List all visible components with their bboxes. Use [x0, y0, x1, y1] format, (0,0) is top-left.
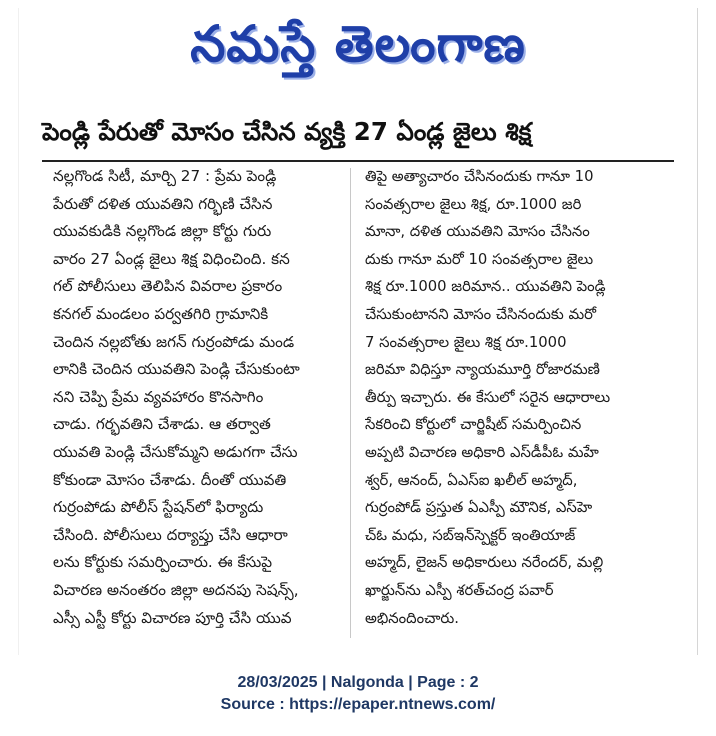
- article-text-line: నల్లగొండ సిటీ, మార్చి 27 : ప్రేమ పెండ్లి: [53, 167, 277, 185]
- article-text-line: విచారణ అనంతరం జిల్లా అదనపు సెషన్స్,: [53, 580, 299, 599]
- article-text-line: సంవత్సరాల జైలు శిక్ష, రూ.1000 జరి: [365, 195, 582, 213]
- article-text-line: తీర్పు ఇచ్చారు. ఈ కేసులో సరైన ఆధారాలు: [365, 388, 611, 406]
- article-text-line: గుర్రంపోడ్ ప్రస్తుత ఏఎస్పీ మౌనిక, ఎస్‌హె: [365, 499, 593, 517]
- article-text-line: చేసుకుంటానని మోసం చేసినందుకు మరో: [365, 305, 597, 323]
- article-text-line: వారం 27 ఏండ్ల జైలు శిక్ష విధించింది. కన: [53, 249, 290, 268]
- cut-off-next-headline: [58, 649, 698, 655]
- headline-text: పెండ్లి పేరుతో మోసం చేసిన వ్యక్తి 27 ఏండ్ల జైలు శిక్ష: [42, 116, 532, 146]
- headline-rule: [42, 160, 674, 162]
- article-text-line: చేసింది. పోలీసులు దర్యాప్తు చేసి ఆధారా: [53, 525, 288, 544]
- article-text-line: జరిమా విధిస్తూ న్యాయమూర్తి రోజారమణి: [365, 361, 600, 379]
- article-column-left: [53, 163, 356, 632]
- clipping-footer: [0, 672, 716, 716]
- article-text-line: అహ్మద్, లైజన్ అధికారులు నరేందర్, మల్లి: [365, 554, 604, 572]
- article-text-line: లానికి చెందిన యువతిని పెండ్లి చేసుకుంటా: [53, 360, 300, 379]
- article-text-line: లను కోర్టుకు సమర్పించారు. ఈ కేసుపై: [53, 553, 273, 572]
- article-text-line: చెందిన నల్లబోతు జగన్ గుర్రంపోడు మండ: [53, 332, 295, 351]
- article-text-line: ఎస్సీ ఎస్టీ కోర్టు విచారణ పూర్తి చేసి యువ: [53, 608, 292, 627]
- article-text-line: దుకు గానూ మరో 10 సంవత్సరాల జైలు: [365, 250, 594, 268]
- article-headline: [42, 112, 682, 156]
- article-text-line: శ్వర్, ఆనంద్, ఏఎస్ఐ ఖలీల్ అహ్మద్,: [365, 471, 578, 489]
- article-text-line: చ్‌ఓ మధు, సబ్‌ఇన్‌స్పెక్టర్ ఇంతియాజ్: [365, 526, 576, 544]
- article-column-right: [365, 163, 668, 632]
- article-text-line: మానా, దళిత యువతిని మోసం చేసినం: [365, 223, 590, 241]
- edition-info: 28/03/2025 | Nalgonda | Page : 2: [237, 674, 479, 691]
- article-text-line: యువతి పెండ్లి చేసుకోమ్మని అడుగగా చేసు: [53, 442, 298, 461]
- article-text-line: చాడు. గర్భవతిని చేశాడు. ఆ తర్వాత: [53, 415, 271, 434]
- article-text-line: 7 సంవత్సరాల జైలు శిక్ష రూ.1000: [365, 333, 567, 351]
- article-text-line: గల్ పోలీసులు తెలిపిన వివరాల ప్రకారం: [53, 277, 283, 296]
- article-text-line: ఖార్జున్‌ను ఎస్పీ శరత్‌చంద్ర పవార్: [365, 581, 554, 599]
- source-link[interactable]: Source : https://epaper.ntnews.com/: [220, 696, 496, 713]
- newspaper-masthead: [18, 8, 698, 92]
- article-text-line: పేరుతో దళిత యువతిని గర్భిణి చేసిన: [53, 194, 273, 213]
- article-text-line: కనగల్ మండలం పర్వతగిరి గ్రామానికి: [53, 304, 269, 323]
- article-text-line: కోకుండా మోసం చేశాడు. దీంతో యువతి: [53, 470, 287, 489]
- article-text-line: నని చెప్పి ప్రేమ వ్యవహారం కొనసాగిం: [53, 387, 264, 406]
- article-text-line: సేకరించి కోర్టులో చార్జిషీట్ సమర్పించిన: [365, 416, 582, 434]
- article-text-line: గుర్రంపోడు పోలీస్ స్టేషన్‌లో ఫిర్యాదు: [53, 498, 264, 517]
- masthead-title: నమస్తే తెలంగాణ: [190, 14, 526, 73]
- article-text-line: తిపై అత్యాచారం చేసినందుకు గానూ 10: [365, 168, 594, 185]
- article-text-line: శిక్ష రూ.1000 జరిమాన.. యువతిని పెండ్లి: [365, 278, 606, 296]
- newspaper-clipping: [18, 8, 698, 655]
- article-text-line: అప్పటి విచారణ అధికారి ఎస్‌డీపీఓ మహే: [365, 443, 599, 461]
- column-divider: [350, 168, 351, 638]
- article-text-line: అభినందించారు.: [365, 609, 460, 627]
- article-text-line: యువకుడికి నల్లగొండ జిల్లా కోర్టు గురు: [53, 222, 272, 241]
